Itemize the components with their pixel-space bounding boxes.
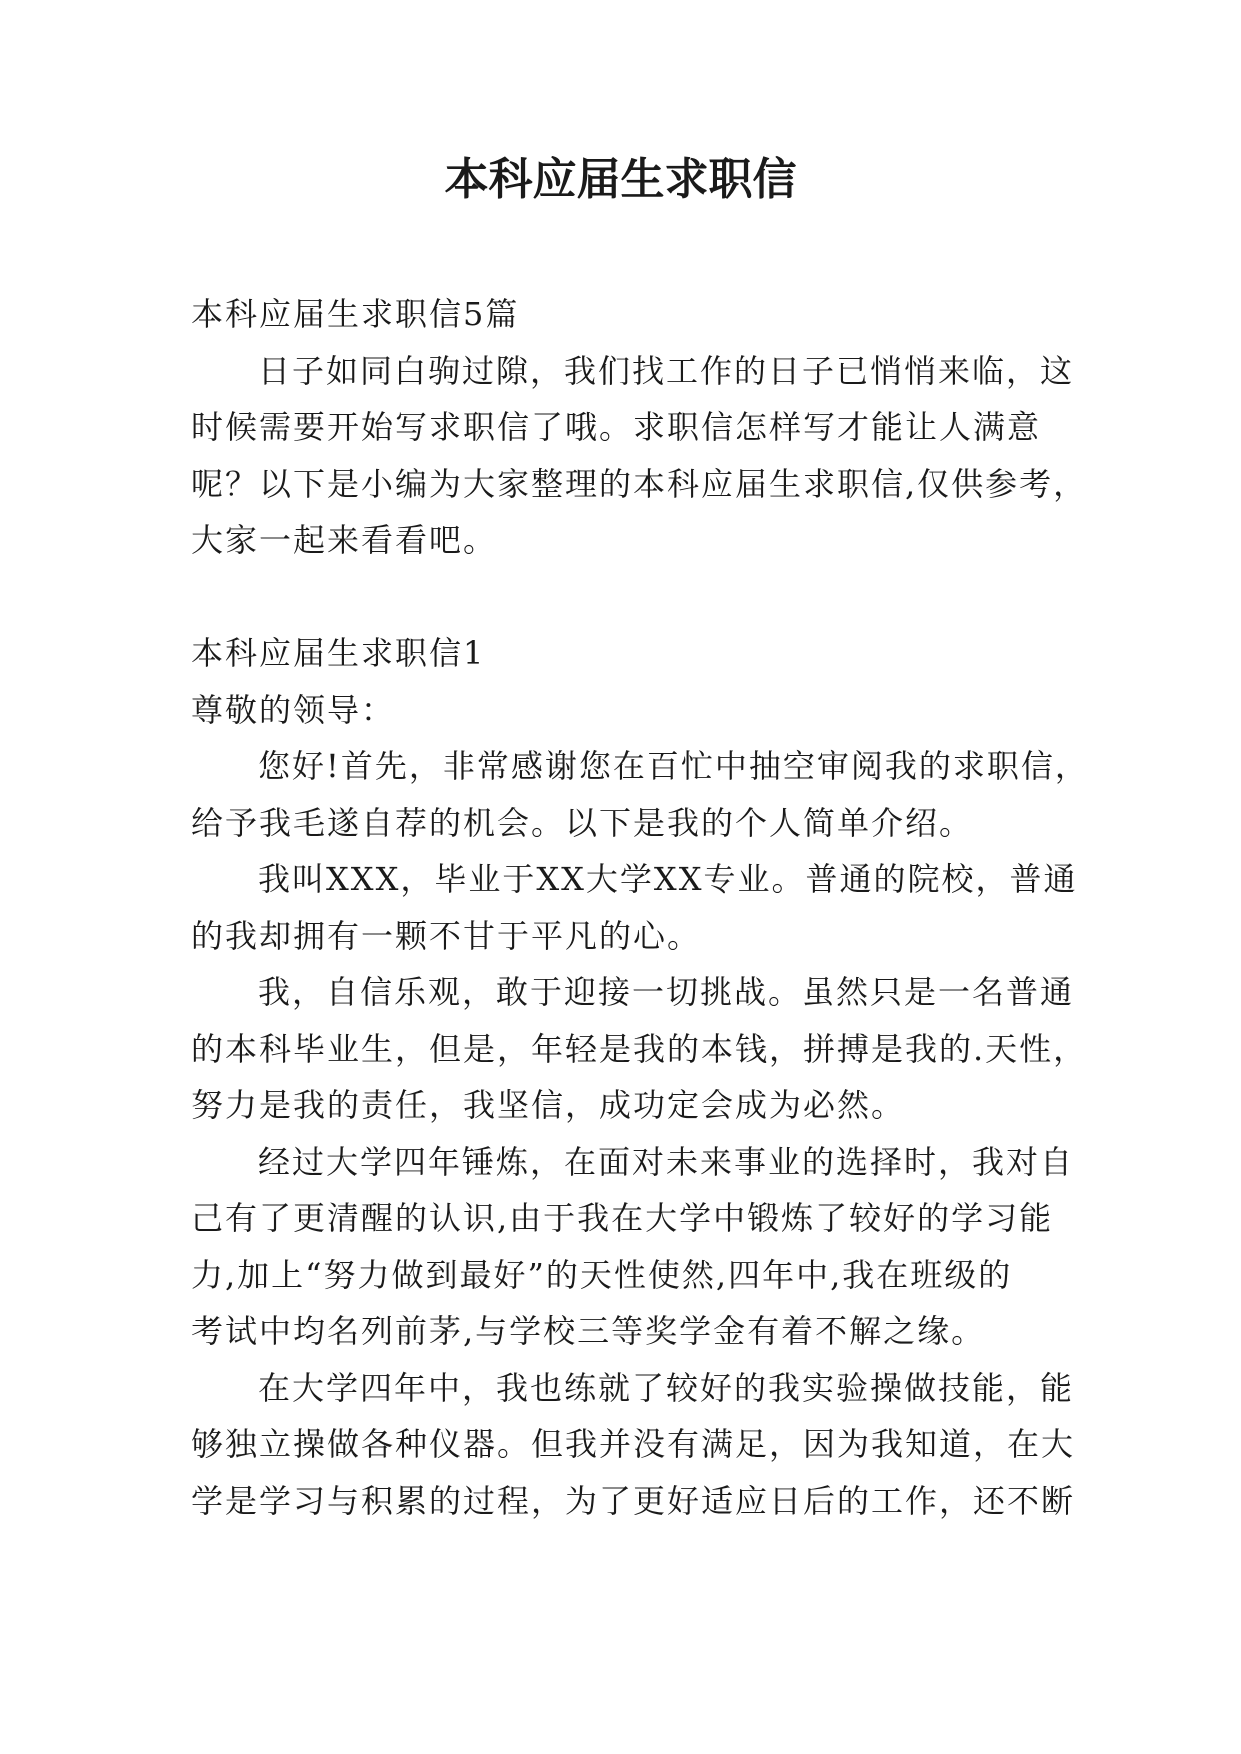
intro-line: 大家一起来看看吧。 — [191, 521, 498, 559]
paragraph-line: 学是学习与积累的过程，为了更好适应日后的工作，还不断 — [191, 1481, 1076, 1520]
paragraph-line: 够独立操做各种仪器。但我并没有满足，因为我知道，在大 — [191, 1425, 1076, 1463]
paragraph-line: 努力是我的责任，我坚信，成功定会成为必然。 — [191, 1086, 906, 1124]
section-heading: 本科应届生求职信1 — [191, 634, 486, 672]
paragraph-line: 给予我毛遂自荐的机会。以下是我的个人简单介绍。 — [191, 803, 974, 842]
document-subtitle: 本科应届生求职信5篇 — [191, 295, 520, 333]
paragraph-line: 考试中均名列前茅,与学校三等奖学金有着不解之缘。 — [191, 1312, 986, 1350]
letter-paragraph — [191, 851, 1078, 964]
letter-paragraph — [191, 738, 1089, 851]
paragraph-line: 的本科毕业生，但是，年轻是我的本钱，拼搏是我的.天性， — [191, 1029, 1088, 1068]
paragraph-line: 经过大学四年锤炼，在面对未来事业的选择时，我对自 — [258, 1142, 1075, 1181]
paragraph-line: 您好!首先，非常感谢您在百忙中抽空审阅我的求职信， — [258, 747, 1089, 785]
letter-paragraph — [191, 1360, 1076, 1530]
intro-paragraph-cont — [191, 399, 1088, 569]
document-title: 本科应届生求职信 — [444, 154, 797, 205]
intro-line: 日子如同白驹过隙，我们找工作的日子已悄悄来临，这 — [258, 351, 1075, 390]
section-gap — [191, 569, 1059, 626]
paragraph-line: 力,加上“努力做到最好”的天性使然,四年中,我在班级的 — [191, 1255, 1013, 1294]
intro-paragraph — [191, 343, 1075, 400]
letter-paragraph — [191, 1134, 1075, 1360]
paragraph-line: 我叫XXX，毕业于XX大学XX专业。普通的院校，普通 — [258, 860, 1078, 898]
intro-line: 呢？以下是小编为大家整理的本科应届生求职信,仅供参考， — [191, 464, 1088, 503]
paragraph-line: 在大学四年中，我也练就了较好的我实验操做技能，能 — [258, 1368, 1075, 1407]
paragraph-line: 我，自信乐观，敢于迎接一切挑战。虽然只是一名普通 — [258, 973, 1075, 1011]
document-body — [191, 286, 1089, 1529]
letter-paragraph — [191, 964, 1088, 1134]
paragraph-line: 的我却拥有一颗不甘于平凡的心。 — [191, 916, 702, 955]
paragraph-line: 己有了更清醒的认识,由于我在大学中锻炼了较好的学习能 — [191, 1199, 1054, 1237]
intro-line: 时候需要开始写求职信了哦。求职信怎样写才能让人满意 — [191, 408, 1042, 446]
salutation: 尊敬的领导： — [191, 690, 396, 729]
